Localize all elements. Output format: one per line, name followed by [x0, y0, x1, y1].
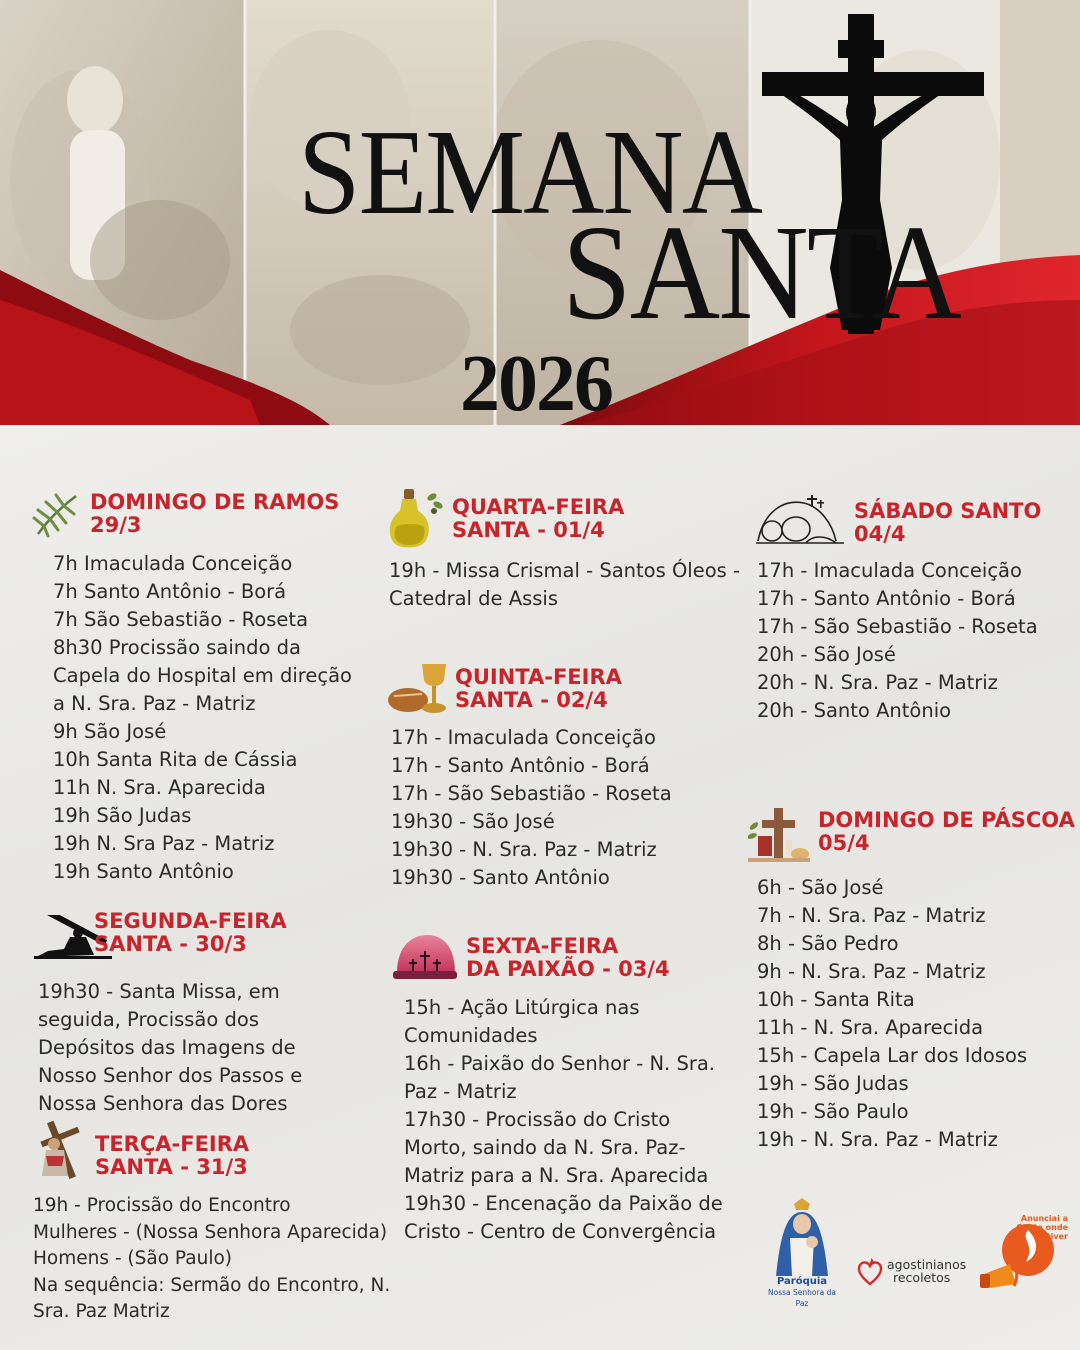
list-item: Matriz para a N. Sra. Aparecida: [404, 1164, 709, 1187]
list-item: Mulheres - (Nossa Senhora Aparecida): [33, 1221, 388, 1243]
list-item: 8h30 Procissão saindo da: [53, 636, 301, 659]
year-label: 2026: [460, 340, 612, 425]
list-item: 17h - São Sebastião - Roseta: [391, 782, 672, 805]
list-item: 19h30 - Encenação da Paixão de: [404, 1192, 723, 1215]
calvary-sunset-icon: [393, 933, 457, 983]
schedule-domingo-ramos: [53, 550, 352, 886]
section-title-line: TERÇA-FEIRA: [95, 1132, 250, 1156]
title-line-1: SEMANA: [298, 105, 761, 240]
oil-jar-icon: [388, 487, 446, 549]
list-item: 17h - Santo Antônio - Borá: [391, 754, 650, 777]
section-title-sexta: [466, 935, 670, 981]
list-item: Depósitos das Imagens de: [38, 1036, 296, 1059]
section-date: 05/4: [818, 831, 870, 855]
list-item: 19h - São Judas: [757, 1072, 909, 1095]
paroquia-name: [762, 1276, 842, 1309]
list-item: Comunidades: [404, 1024, 538, 1047]
list-item: Paz - Matriz: [404, 1080, 517, 1103]
section-date: SANTA - 31/3: [95, 1155, 248, 1179]
list-item: 17h - Imaculada Conceição: [391, 726, 656, 749]
section-title-line: DOMINGO DE PÁSCOA: [818, 808, 1075, 832]
list-item: 19h - São Paulo: [757, 1100, 909, 1123]
bread-chalice-icon: [388, 660, 448, 716]
section-title-sabado: [854, 500, 1041, 546]
list-item: 19h N. Sra Paz - Matriz: [53, 832, 275, 855]
list-item: 7h Imaculada Conceição: [53, 552, 293, 575]
list-item: Capela do Hospital em direção: [53, 664, 352, 687]
jesus-cross-icon: [36, 1120, 84, 1180]
section-title-line: SEXTA-FEIRA: [466, 934, 619, 958]
list-item: Homens - (São Paulo): [33, 1248, 232, 1269]
section-title-line: SEGUNDA-FEIRA: [94, 909, 287, 933]
empty-tomb-icon: [756, 491, 844, 547]
section-title-segunda: [94, 910, 287, 956]
section-date: 04/4: [854, 522, 906, 546]
list-item: Na sequência: Sermão do Encontro, N.: [33, 1274, 391, 1296]
list-item: 11h - N. Sra. Aparecida: [757, 1016, 984, 1039]
list-item: 17h - São Sebastião - Roseta: [757, 615, 1038, 638]
flaming-heart-icon: [856, 1258, 884, 1286]
section-title-line: QUINTA-FEIRA: [455, 665, 622, 689]
section-title-quinta: [455, 666, 622, 712]
list-item: 17h - Imaculada Conceição: [757, 559, 1022, 582]
section-date: DA PAIXÃO - 03/4: [466, 957, 670, 981]
section-date: SANTA - 30/3: [94, 932, 247, 956]
title-line-2: SANTA: [562, 198, 960, 348]
paroquia-line-1: Paróquia: [776, 1276, 828, 1287]
list-item: 6h - São José: [757, 876, 884, 899]
list-item: 11h N. Sra. Aparecida: [53, 776, 266, 799]
schedule-sexta: [404, 994, 723, 1246]
list-item: 10h Santa Rita de Cássia: [53, 748, 298, 771]
schedule-terca: [33, 1193, 390, 1326]
our-lady-icon: [762, 1198, 842, 1278]
list-item: 19h - N. Sra. Paz - Matriz: [757, 1128, 998, 1151]
list-item: 7h Santo Antônio - Borá: [53, 580, 287, 603]
agostinianos-logo: [856, 1256, 966, 1292]
list-item: 20h - Santo Antônio: [757, 699, 952, 722]
section-title-line: SÁBADO SANTO: [854, 499, 1042, 523]
list-item: 19h30 - Santo Antônio: [391, 866, 610, 889]
header-banner: [0, 0, 1080, 425]
palm-leaf-icon: [32, 490, 82, 538]
list-item: 20h - São José: [757, 643, 896, 666]
anunciai-slogan: Anunciai a Cristo onde Estiver: [1016, 1214, 1068, 1241]
list-item: Nosso Senhor dos Passos e: [38, 1064, 303, 1087]
list-item: a N. Sra. Paz - Matriz: [53, 692, 256, 715]
list-item: 7h - N. Sra. Paz - Matriz: [757, 904, 986, 927]
list-item: 19h - Missa Crismal - Santos Óleos -: [389, 559, 741, 582]
list-item: Sra. Paz Matriz: [33, 1301, 170, 1322]
paroquia-line-2: Nossa Senhora da Paz: [768, 1288, 836, 1308]
list-item: 16h - Paixão do Senhor - N. Sra.: [404, 1052, 715, 1075]
list-item: 15h - Ação Litúrgica nas: [404, 996, 640, 1019]
list-item: 17h - Santo Antônio - Borá: [757, 587, 1016, 610]
agostinianos-name: [887, 1258, 966, 1284]
schedule-segunda: [38, 978, 302, 1118]
anunciai-logo: [978, 1212, 1068, 1302]
list-item: 9h - N. Sra. Paz - Matriz: [757, 960, 986, 983]
section-title-line: QUARTA-FEIRA: [452, 495, 625, 519]
list-item: 19h30 - N. Sra. Paz - Matriz: [391, 838, 657, 861]
list-item: seguida, Procissão dos: [38, 1008, 259, 1031]
easter-cross-icon: [748, 806, 810, 864]
section-title-quarta: [452, 496, 624, 542]
section-date: SANTA - 02/4: [455, 688, 608, 712]
schedule-sabado: [757, 557, 1038, 725]
section-date: 29/3: [90, 513, 142, 537]
list-item: 17h30 - Procissão do Cristo: [404, 1108, 671, 1131]
list-item: 7h São Sebastião - Roseta: [53, 608, 309, 631]
list-item: 19h30 - São José: [391, 810, 555, 833]
list-item: 19h Santo Antônio: [53, 860, 234, 883]
list-item: 9h São José: [53, 720, 167, 743]
schedule-quarta: [389, 557, 740, 613]
list-item: 19h30 - Santa Missa, em: [38, 980, 280, 1003]
schedule-pascoa: [757, 874, 1027, 1154]
schedule-quinta: [391, 724, 672, 892]
section-title-pascoa: [818, 809, 1075, 855]
list-item: 19h São Judas: [53, 804, 192, 827]
section-title-line: DOMINGO DE RAMOS: [90, 490, 340, 514]
list-item: Cristo - Centro de Convergência: [404, 1220, 717, 1243]
section-title-domingo-ramos: [90, 491, 339, 537]
list-item: Nossa Senhora das Dores: [38, 1092, 288, 1115]
list-item: 20h - N. Sra. Paz - Matriz: [757, 671, 998, 694]
list-item: Morto, saindo da N. Sra. Paz-: [404, 1136, 686, 1159]
list-item: 10h - Santa Rita: [757, 988, 915, 1011]
paroquia-logo: [762, 1198, 842, 1310]
section-date: SANTA - 01/4: [452, 518, 605, 542]
list-item: Catedral de Assis: [389, 587, 558, 610]
list-item: 15h - Capela Lar dos Idosos: [757, 1044, 1028, 1067]
list-item: 8h - São Pedro: [757, 932, 899, 955]
section-title-terca: [95, 1133, 249, 1179]
list-item: 19h - Procissão do Encontro: [33, 1195, 291, 1216]
agostinianos-line-1: agostinianos: [887, 1257, 967, 1272]
agostinianos-line-2: recoletos: [893, 1270, 951, 1285]
